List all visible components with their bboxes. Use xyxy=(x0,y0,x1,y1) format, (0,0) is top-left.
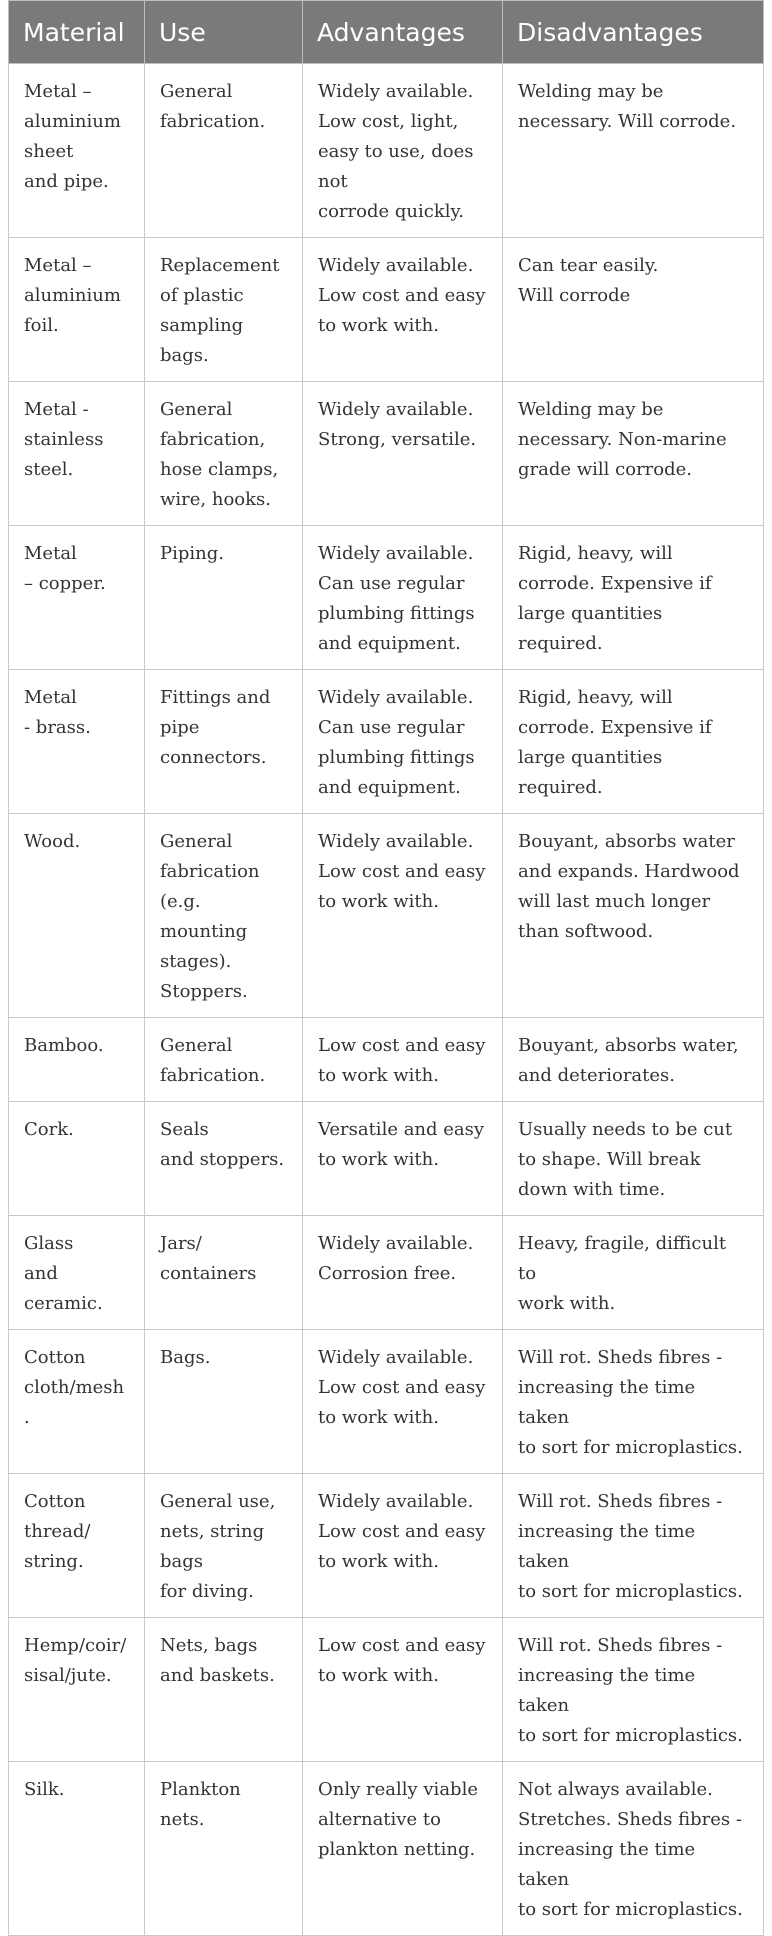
cell-use: Replacement of plastic sampling bags. xyxy=(145,238,303,382)
cell-material: Cork. xyxy=(9,1102,145,1216)
cell-use: Fittings and pipe connectors. xyxy=(145,670,303,814)
table-header xyxy=(9,1,764,64)
table-row xyxy=(9,1018,764,1102)
cell-material: Metal – aluminium foil. xyxy=(9,238,145,382)
cell-material: Cotton thread/ string. xyxy=(9,1474,145,1618)
cell-material: Metal – aluminium sheet and pipe. xyxy=(9,64,145,238)
materials-table xyxy=(8,0,764,1936)
header-material: Material xyxy=(9,1,145,64)
table-body xyxy=(9,64,764,1936)
cell-disadvantages: Welding may be necessary. Will corrode. xyxy=(503,64,764,238)
header-use: Use xyxy=(145,1,303,64)
header-row xyxy=(9,1,764,64)
cell-use: General fabrication. xyxy=(145,1018,303,1102)
cell-disadvantages: Will rot. Sheds fibres - increasing the time taken to sort for microplastics. xyxy=(503,1618,764,1762)
table-row xyxy=(9,1474,764,1618)
cell-use: Bags. xyxy=(145,1330,303,1474)
cell-disadvantages: Usually needs to be cut to shape. Will break down with time. xyxy=(503,1102,764,1216)
table-row xyxy=(9,1216,764,1330)
cell-use: Jars/ containers xyxy=(145,1216,303,1330)
table-row xyxy=(9,526,764,670)
table-row xyxy=(9,238,764,382)
cell-material: Metal - brass. xyxy=(9,670,145,814)
cell-advantages: Widely available. Low cost and easy to work with. xyxy=(303,238,503,382)
cell-disadvantages: Will rot. Sheds fibres - increasing the time taken to sort for microplastics. xyxy=(503,1474,764,1618)
table-row xyxy=(9,1618,764,1762)
cell-material: Bamboo. xyxy=(9,1018,145,1102)
table-row xyxy=(9,1102,764,1216)
cell-use: General use, nets, string bags for diving. xyxy=(145,1474,303,1618)
cell-material: Metal – copper. xyxy=(9,526,145,670)
cell-disadvantages: Rigid, heavy, will corrode. Expensive if large quantities required. xyxy=(503,526,764,670)
table-row xyxy=(9,64,764,238)
header-advantages: Advantages xyxy=(303,1,503,64)
cell-disadvantages: Not always available. Stretches. Sheds fibres - increasing the time taken to sort for microplastics. xyxy=(503,1762,764,1936)
cell-advantages: Widely available. Can use regular plumbing fittings and equipment. xyxy=(303,670,503,814)
cell-disadvantages: Will rot. Sheds fibres - increasing the time taken to sort for microplastics. xyxy=(503,1330,764,1474)
cell-use: General fabrication. xyxy=(145,64,303,238)
cell-advantages: Widely available. Can use regular plumbing fittings and equipment. xyxy=(303,526,503,670)
cell-material: Cotton cloth/mesh. xyxy=(9,1330,145,1474)
cell-material: Metal - stainless steel. xyxy=(9,382,145,526)
cell-advantages: Versatile and easy to work with. xyxy=(303,1102,503,1216)
cell-advantages: Widely available. Low cost and easy to work with. xyxy=(303,1474,503,1618)
cell-disadvantages: Bouyant, absorbs water, and deteriorates. xyxy=(503,1018,764,1102)
cell-use: Seals and stoppers. xyxy=(145,1102,303,1216)
cell-use: Plankton nets. xyxy=(145,1762,303,1936)
cell-advantages: Widely available. Low cost and easy to work with. xyxy=(303,814,503,1018)
table-row xyxy=(9,1330,764,1474)
cell-use: Nets, bags and baskets. xyxy=(145,1618,303,1762)
cell-advantages: Widely available. Low cost, light, easy to use, does not corrode quickly. xyxy=(303,64,503,238)
cell-material: Glass and ceramic. xyxy=(9,1216,145,1330)
cell-disadvantages: Rigid, heavy, will corrode. Expensive if large quantities required. xyxy=(503,670,764,814)
cell-use: Piping. xyxy=(145,526,303,670)
cell-material: Wood. xyxy=(9,814,145,1018)
cell-advantages: Widely available. Corrosion free. xyxy=(303,1216,503,1330)
cell-use: General fabrication, hose clamps, wire, hooks. xyxy=(145,382,303,526)
cell-advantages: Low cost and easy to work with. xyxy=(303,1018,503,1102)
table-row xyxy=(9,670,764,814)
cell-disadvantages: Welding may be necessary. Non-marine grade will corrode. xyxy=(503,382,764,526)
cell-advantages: Only really viable alternative to plankton netting. xyxy=(303,1762,503,1936)
cell-disadvantages: Heavy, fragile, difficult to work with. xyxy=(503,1216,764,1330)
table-row xyxy=(9,382,764,526)
cell-use: General fabrication (e.g. mounting stages). Stoppers. xyxy=(145,814,303,1018)
cell-advantages: Widely available. Low cost and easy to work with. xyxy=(303,1330,503,1474)
cell-material: Silk. xyxy=(9,1762,145,1936)
table-row xyxy=(9,814,764,1018)
cell-advantages: Widely available. Strong, versatile. xyxy=(303,382,503,526)
cell-material: Hemp/coir/ sisal/jute. xyxy=(9,1618,145,1762)
table-row xyxy=(9,1762,764,1936)
cell-disadvantages: Bouyant, absorbs water and expands. Hardwood will last much longer than softwood. xyxy=(503,814,764,1018)
cell-disadvantages: Can tear easily. Will corrode xyxy=(503,238,764,382)
cell-advantages: Low cost and easy to work with. xyxy=(303,1618,503,1762)
header-disadvantages: Disadvantages xyxy=(503,1,764,64)
